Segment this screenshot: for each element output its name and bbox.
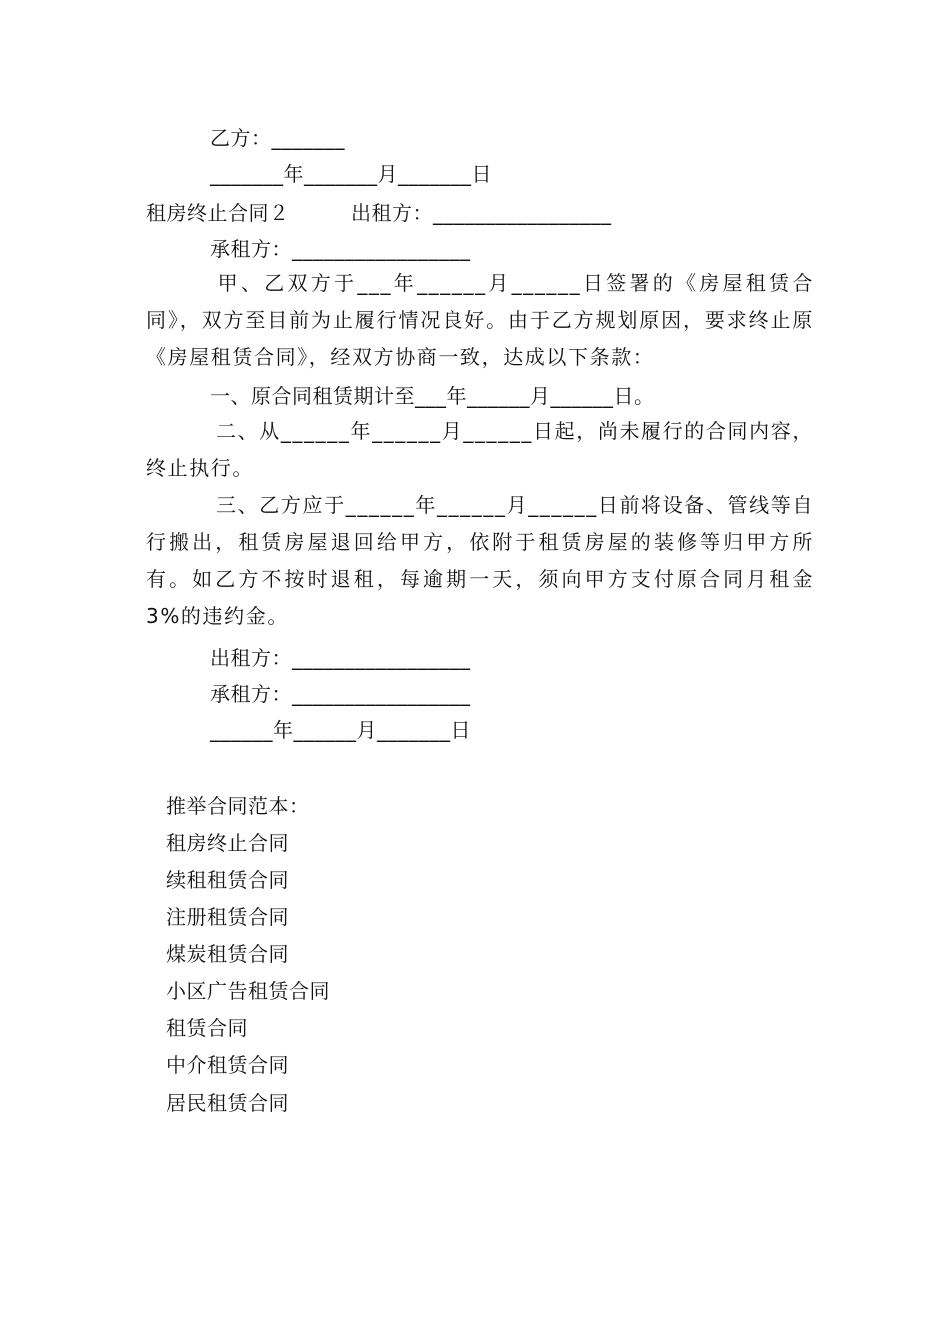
lessee-signature-line-1: 承租方：_________________ bbox=[210, 237, 471, 261]
recommend-link[interactable]: 中介租赁合同 bbox=[166, 1053, 289, 1077]
recommend-link[interactable]: 小区广告租赁合同 bbox=[166, 979, 330, 1003]
clause-2-text: 二、从______年______月______日起，尚未履行的合同内容，终止执行。 bbox=[146, 419, 814, 480]
clause-1: 一、原合同租赁期计至___年______月______日。 bbox=[210, 384, 655, 408]
recommend-link[interactable]: 续租租赁合同 bbox=[166, 868, 289, 892]
intro-text: 甲、乙双方于___年______月______日签署的《房屋租赁合同》，双方至目前为止履行情况良好。由于乙方规划原因，要求终止原《房屋租赁合同》，经双方协商一致，达成以下条款： bbox=[146, 271, 814, 369]
date-line-1: _______年_______月_______日 bbox=[210, 162, 492, 186]
clause-3-text: 三、乙方应于______年______月______日前将设备、管线等自行搬出，租赁房屋退回给甲方，依附于租赁房屋的装修等归甲方所有。如乙方不按时退租，每逾期一天，须向甲方支付原合同月租金 3%的违约金。 bbox=[146, 493, 814, 628]
recommend-link[interactable]: 煤炭租赁合同 bbox=[166, 942, 289, 966]
recommend-link[interactable]: 租房终止合同 bbox=[166, 831, 289, 855]
party-b-signature-line: 乙方：_______ bbox=[210, 126, 345, 150]
intro-paragraph bbox=[146, 265, 814, 376]
recommend-link[interactable]: 租赁合同 bbox=[166, 1016, 248, 1040]
clause-2-paragraph bbox=[146, 413, 814, 487]
contract-title-and-lessor-line: 租房终止合同２ 出租方：_________________ bbox=[146, 201, 612, 225]
lessor-signature-line-2: 出租方：_________________ bbox=[210, 646, 471, 670]
recommend-link[interactable]: 注册租赁合同 bbox=[166, 905, 289, 929]
recommend-link[interactable]: 居民租赁合同 bbox=[166, 1091, 289, 1115]
recommend-heading: 推举合同范本： bbox=[166, 794, 310, 818]
lessee-signature-line-2: 承租方：_________________ bbox=[210, 682, 471, 706]
date-line-2: ______年______月_______日 bbox=[210, 718, 471, 742]
clause-3-paragraph bbox=[146, 487, 814, 635]
